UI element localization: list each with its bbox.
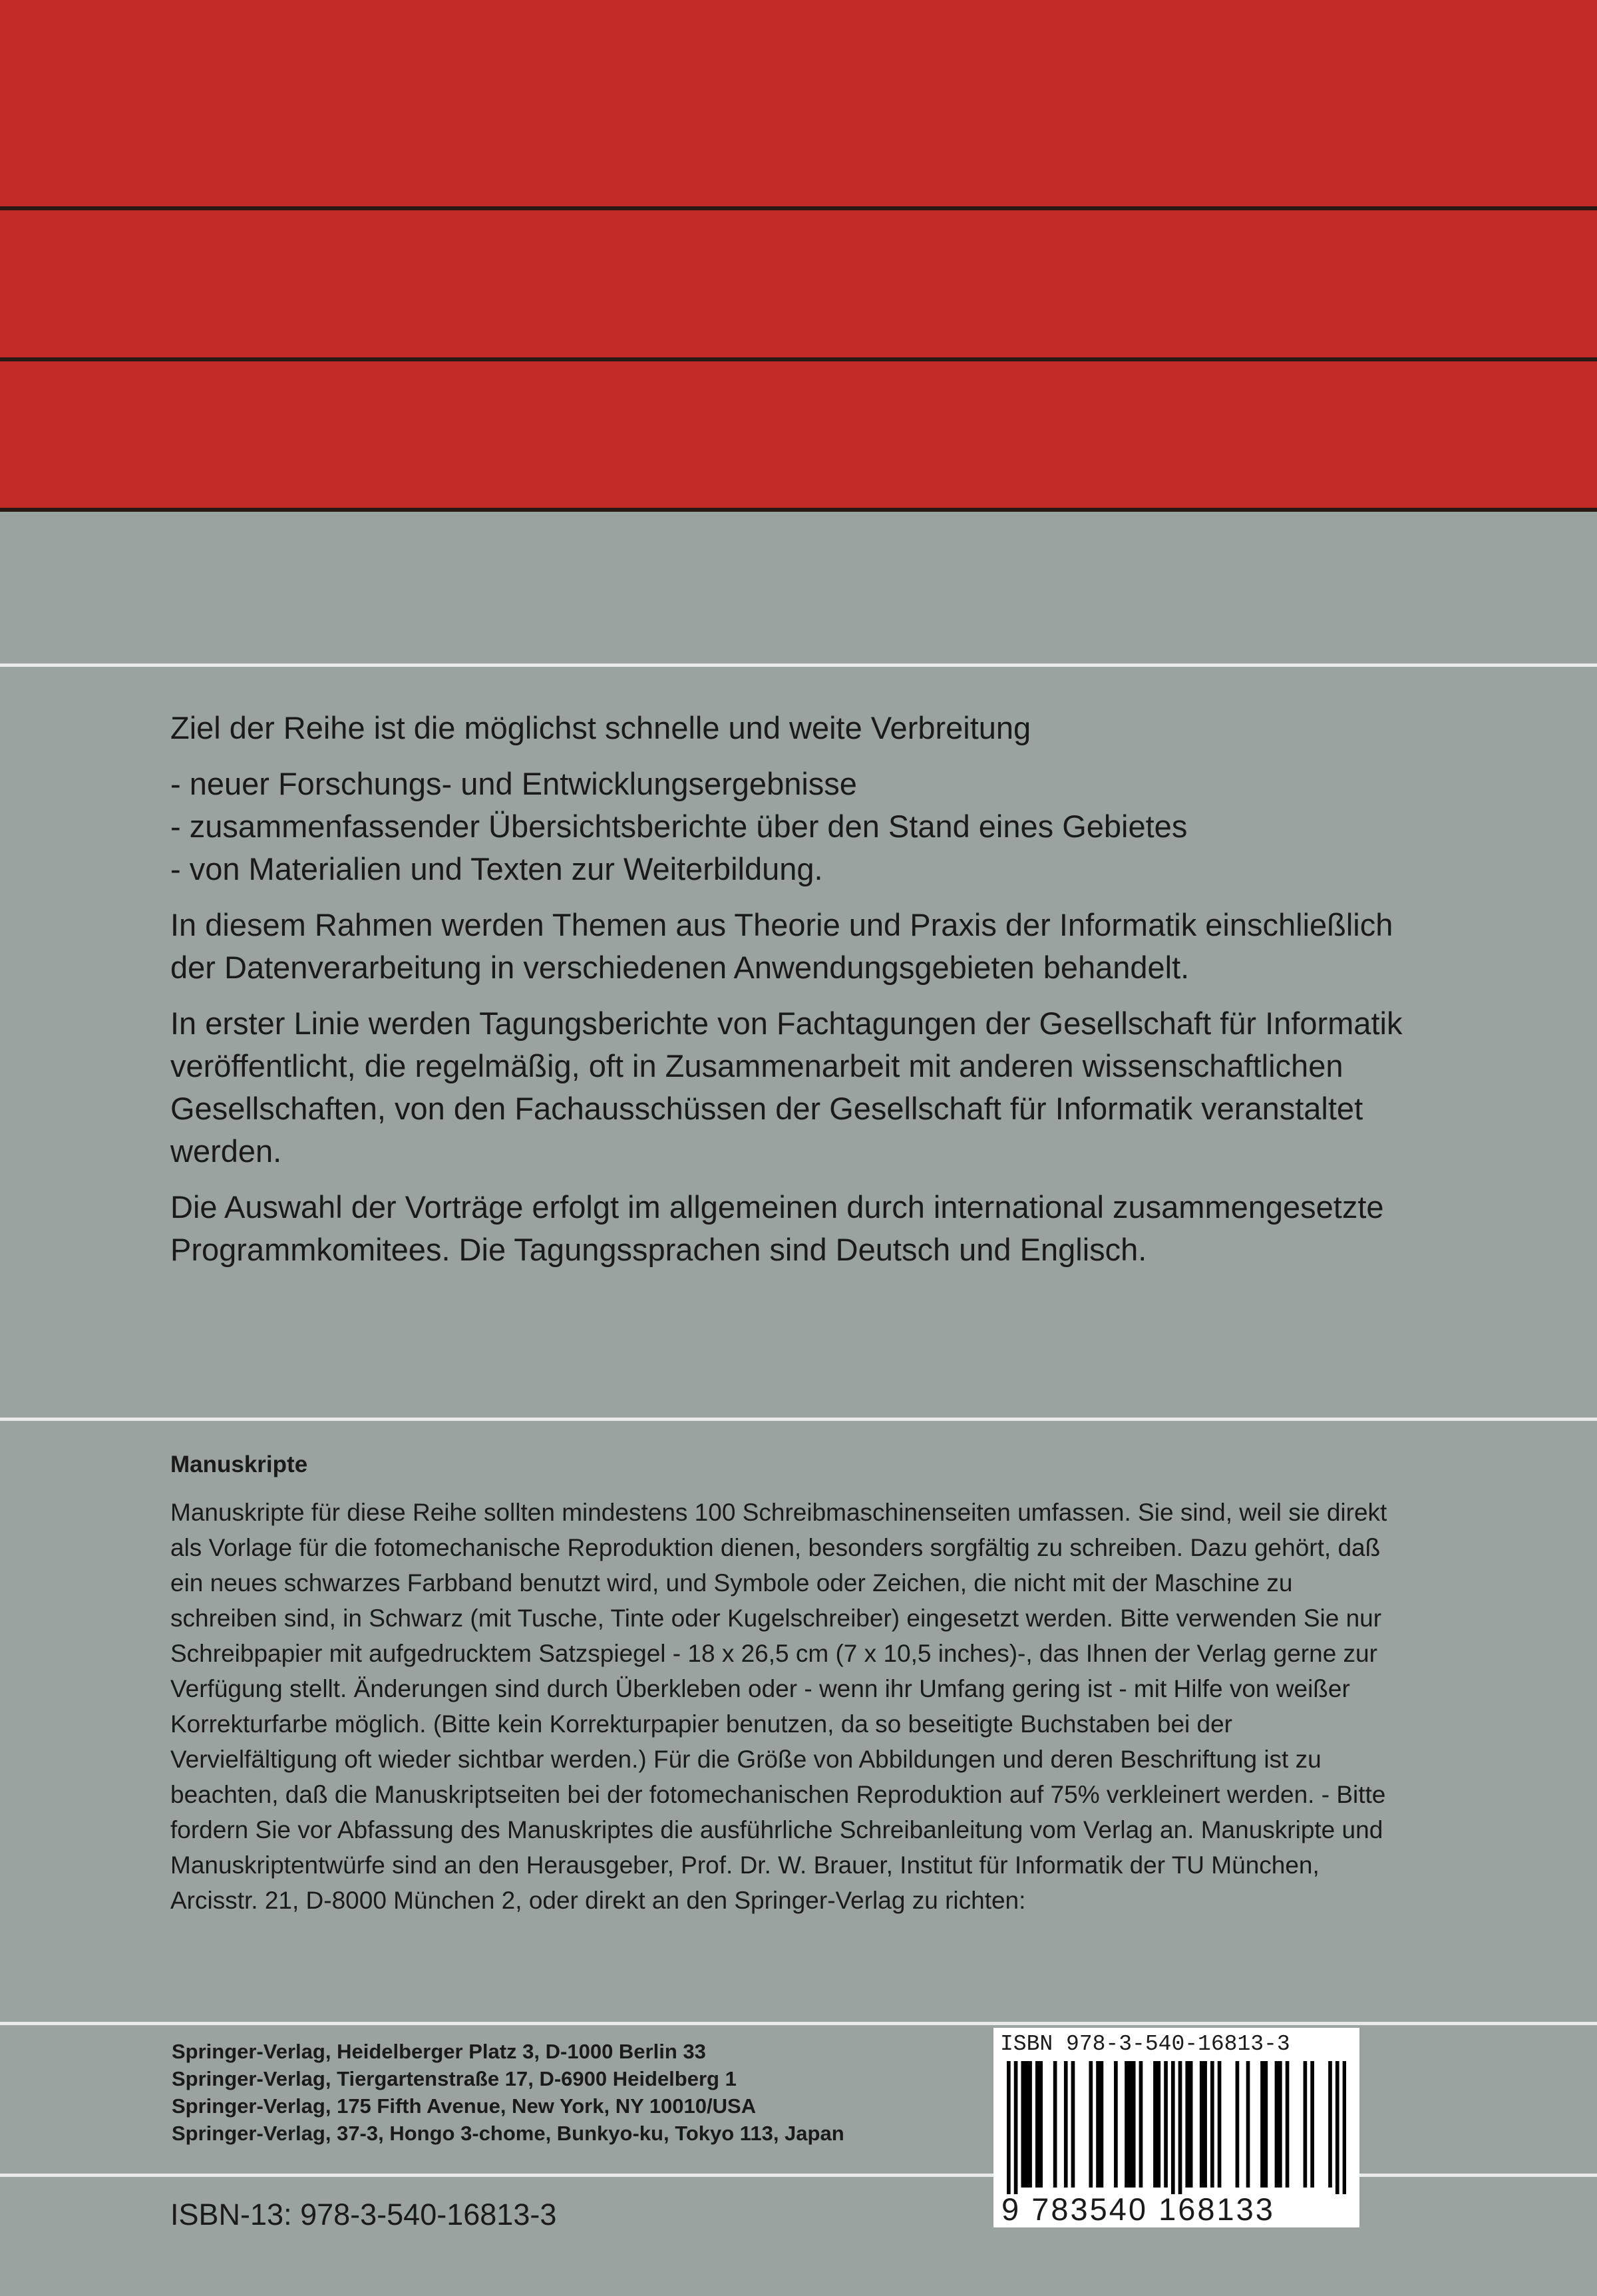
isbn-13-label: ISBN-13: 978-3-540-16813-3 [170, 2198, 557, 2231]
ean-barcode [1007, 2061, 1346, 2194]
barcode-bar [1328, 2061, 1332, 2188]
barcode-bar [1114, 2061, 1118, 2188]
barcode-bar [1132, 2061, 1136, 2188]
red-band-bottom [0, 361, 1597, 508]
barcode-bar [1189, 2061, 1193, 2188]
list-item: - von Materialien und Texten zur Weiterbildung. [170, 851, 823, 886]
manuscripts-heading: Manuskripte [170, 1451, 308, 1477]
barcode-bar [1021, 2061, 1025, 2188]
barcode-bar [1171, 2061, 1175, 2194]
section-rule [0, 664, 1597, 667]
barcode-bar [1096, 2061, 1100, 2188]
barcode-bar [1304, 2061, 1308, 2188]
intro-paragraph-selection: Die Auswahl der Vorträge erfolgt im allgemeinen durch international zusammengesetzte Programmkomitees. Die Tagungssprachen sind Deutsch und Englisch. [170, 1189, 1384, 1267]
band-divider [0, 508, 1597, 512]
section-rule [0, 1418, 1597, 1421]
barcode-bar [1218, 2061, 1222, 2188]
goals-list [170, 763, 1408, 890]
barcode-bar [1153, 2061, 1157, 2188]
address-line: Springer-Verlag, 37-3, Hongo 3-chome, Bunkyo-ku, Tokyo 113, Japan [172, 2122, 844, 2145]
intro-paragraph-topics: In diesem Rahmen werden Themen aus Theorie und Praxis der Informatik einschließlich der Datenverarbeitung in verschiedenen Anwendungsgebieten behandelt. [170, 907, 1393, 985]
barcode-bar [1156, 2061, 1160, 2188]
intro-lead: Ziel der Reihe ist die möglichst schnelle und weite Verbreitung [170, 710, 1031, 745]
barcode-bar [1260, 2061, 1264, 2188]
section-rule [0, 2022, 1597, 2025]
barcode-digits: 9 783540 168133 [1001, 2192, 1275, 2227]
barcode-bar [1125, 2061, 1129, 2188]
barcode-bar [1310, 2061, 1314, 2188]
barcode-bar [1286, 2061, 1290, 2188]
barcode-bar [1210, 2061, 1214, 2188]
barcode-isbn-label: ISBN 978-3-540-16813-3 [1000, 2032, 1290, 2056]
barcode-bar [1178, 2061, 1182, 2194]
barcode-bar [1164, 2061, 1168, 2188]
intro-paragraph-proceedings: In erster Linie werden Tagungsberichte von Fachtagungen der Gesellschaft für Informatik veröffentlicht, die regelmäßig, oft in Zusammenarbeit mit anderen wissenschaftlichen Gesellschaften, von den Fachausschüssen der Gesellschaft für Informatik veranstaltet werden. [170, 1006, 1403, 1169]
barcode-bar [1200, 2061, 1204, 2188]
barcode-bar [1039, 2061, 1043, 2188]
address-line: Springer-Verlag, 175 Fifth Avenue, New York, NY 10010/USA [172, 2094, 757, 2118]
barcode-bar [1035, 2061, 1039, 2188]
barcode-bar [1100, 2061, 1104, 2188]
barcode-bar [1129, 2061, 1133, 2188]
barcode-bar [1064, 2061, 1068, 2188]
barcode-bar [1025, 2061, 1029, 2188]
barcode-bar [1089, 2061, 1093, 2188]
barcode-bar [1014, 2061, 1018, 2194]
red-band-middle [0, 210, 1597, 357]
barcode-bar [1007, 2061, 1011, 2194]
barcode-bar [1028, 2061, 1032, 2188]
barcode-bar [1139, 2061, 1143, 2188]
manuscripts-body: Manuskripte für diese Reihe sollten mindestens 100 Schreibmaschinenseiten umfassen. Sie sind, weil sie direkt als Vorlage für die fotomechanische Reproduktion dienen, besonders sorgfältig zu schreiben. Dazu gehört, daß ein neues schwarzes Farbband benutzt wird, und Symbole oder Zeichen, die nicht mit der Maschine zu schreiben sind, in Schwarz (mit Tusche, Tinte oder Kugelschreiber) eingesetzt werden. Bitte verwenden Sie nur Schreibpapier mit aufgedrucktem Satzspiegel - 18 x 26,5 cm (7 x 10,5 inches)-, das Ihnen der Verlag gerne zur Verfügung stellt. Änderungen sind durch Überkleben oder - wenn ihr Umfang gering ist - mit Hilfe von weißer Korrekturfarbe möglich. (Bitte kein Korrekturpapier benutzen, da so beseitigte Buchstaben bei der Vervielfältigung oft wieder sichtbar werden.) Für die Größe von Abbildungen und deren Beschriftung ist zu beachten, daß die Manuskriptseiten bei der fotomechanischen Reproduktion auf 75% verkleinert werden. - Bitte fordern Sie vor Abfassung des Manuskriptes die ausführliche Schreibanleitung vom Verlag an. Manuskripte und Manuskriptentwürfe sind an den Herausgeber, Prof. Dr. W. Brauer, Institut für Informatik der TU München, Arcisstr. 21, D-8000 München 2, oder direkt an den Springer-Verlag zu richten: [170, 1499, 1387, 1914]
manuscripts-section [170, 1449, 1388, 1918]
barcode-bar [1185, 2061, 1189, 2188]
barcode-bar [1278, 2061, 1282, 2188]
barcode-bar [1246, 2061, 1250, 2188]
barcode-bar [1264, 2061, 1268, 2188]
barcode-bar [1053, 2061, 1057, 2188]
barcode-bar [1203, 2061, 1207, 2188]
barcode-bar [1236, 2061, 1240, 2188]
barcode-bar [1343, 2061, 1346, 2194]
barcode-bar [1275, 2061, 1279, 2188]
address-line: Springer-Verlag, Heidelberger Platz 3, D-1000 Berlin 33 [172, 2040, 706, 2063]
barcode-panel [993, 2028, 1359, 2227]
address-line: Springer-Verlag, Tiergartenstraße 17, D-6900 Heidelberg 1 [172, 2067, 737, 2090]
barcode-bar [1335, 2061, 1339, 2194]
barcode-bar [1071, 2061, 1075, 2188]
series-description [170, 707, 1408, 1284]
publisher-addresses [172, 2038, 970, 2147]
red-band-top [0, 0, 1597, 206]
list-item: - zusammenfassender Übersichtsberichte über den Stand eines Gebietes [170, 809, 1188, 844]
list-item: - neuer Forschungs- und Entwicklungsergebnisse [170, 766, 857, 801]
